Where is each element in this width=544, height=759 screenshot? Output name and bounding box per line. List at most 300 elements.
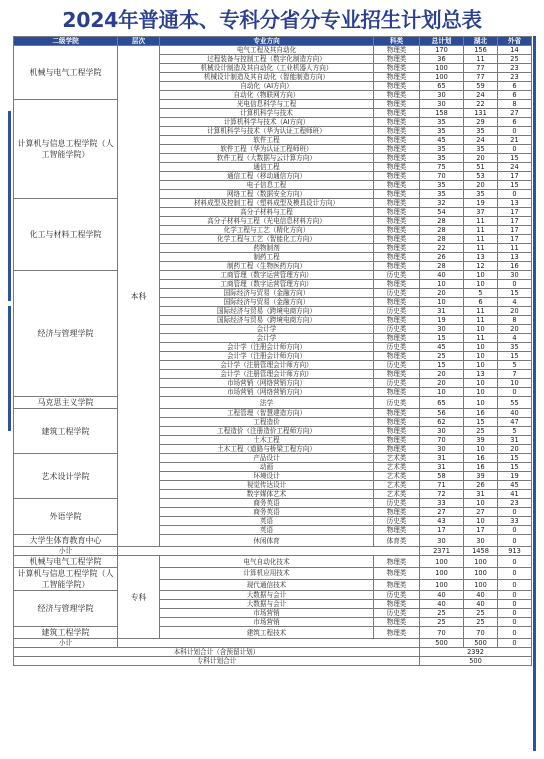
other-plan: 35 [498, 343, 532, 352]
hubei-plan: 35 [464, 127, 498, 136]
major-name: 市场营销 [160, 609, 374, 618]
hubei-plan: 13 [464, 370, 498, 379]
other-plan: 0 [498, 388, 532, 397]
other-plan: 17 [498, 226, 532, 235]
category: 艺术类 [374, 454, 420, 463]
hubei-plan: 16 [464, 463, 498, 472]
category: 物理类 [374, 91, 420, 100]
other-plan: 0 [498, 556, 532, 568]
other-plan: 20 [498, 445, 532, 454]
other-plan: 0 [498, 127, 532, 136]
category: 历史类 [374, 591, 420, 600]
other-plan: 33 [498, 517, 532, 526]
total-plan: 70 [420, 627, 464, 639]
college-name: 经济与管理学院 [14, 591, 118, 627]
college-name: 计算机与信息工程学院（人工智能学院） [14, 568, 118, 591]
category: 物理类 [374, 64, 420, 73]
category: 物理类 [374, 190, 420, 199]
major-name: 计算机科学与技术（华为认证工程师班） [160, 127, 374, 136]
major-name: 市场营销（网络营销方向） [160, 379, 374, 388]
college-name: 机械与电气工程学院 [14, 556, 118, 568]
hubei-plan: 20 [464, 154, 498, 163]
subtotal-row [14, 639, 532, 648]
hubei-plan: 10 [464, 343, 498, 352]
hubei-plan: 16 [464, 454, 498, 463]
left-accent-stripe [8, 306, 11, 431]
other-plan: 25 [498, 55, 532, 64]
hubei-plan: 100 [464, 568, 498, 580]
category: 物理类 [374, 55, 420, 64]
total-plan: 15 [420, 361, 464, 370]
total-plan: 35 [420, 127, 464, 136]
category: 物理类 [374, 280, 420, 289]
category: 物理类 [374, 235, 420, 244]
other-plan: 0 [498, 535, 532, 547]
major-name: 动画 [160, 463, 374, 472]
hubei-plan: 100 [464, 556, 498, 568]
category: 艺术类 [374, 463, 420, 472]
hubei-plan: 10 [464, 379, 498, 388]
category: 物理类 [374, 436, 420, 445]
category: 物理类 [374, 172, 420, 181]
other-plan: 15 [498, 181, 532, 190]
hubei-plan: 10 [464, 499, 498, 508]
category: 历史类 [374, 517, 420, 526]
total-plan: 100 [420, 579, 464, 591]
other-plan: 0 [498, 618, 532, 627]
other-plan: 7 [498, 370, 532, 379]
major-name: 工商管理（数字运营管理方向） [160, 280, 374, 289]
total-plan: 10 [420, 388, 464, 397]
other-plan: 0 [498, 600, 532, 609]
other-plan: 23 [498, 499, 532, 508]
category: 物理类 [374, 418, 420, 427]
total-plan: 17 [420, 526, 464, 535]
other-plan: 27 [498, 109, 532, 118]
hubei-plan: 10 [464, 397, 498, 409]
hubei-plan: 31 [464, 490, 498, 499]
major-name: 会计学（注册管理会计师方向） [160, 361, 374, 370]
major-name: 计算机科学与技术 [160, 109, 374, 118]
total-plan: 30 [420, 427, 464, 436]
category: 历史类 [374, 379, 420, 388]
other-plan: 13 [498, 199, 532, 208]
hubei-plan: 40 [464, 591, 498, 600]
category: 物理类 [374, 445, 420, 454]
subtotal-total: 2371 [420, 547, 464, 556]
category: 物理类 [374, 154, 420, 163]
table-row [14, 499, 532, 508]
college-name: 经济与管理学院 [14, 271, 118, 397]
major-name: 电气工程及其自动化 [160, 46, 374, 55]
table-body [14, 46, 532, 666]
category: 物理类 [374, 600, 420, 609]
grand-total-row [14, 648, 532, 657]
major-name: 现代通信技术 [160, 579, 374, 591]
category: 物理类 [374, 409, 420, 418]
hubei-plan: 10 [464, 361, 498, 370]
major-name: 化学工程与工艺（智能化工方向） [160, 235, 374, 244]
major-name: 环境设计 [160, 472, 374, 481]
category: 历史类 [374, 289, 420, 298]
other-plan: 0 [498, 280, 532, 289]
other-plan: 0 [498, 579, 532, 591]
other-plan: 47 [498, 418, 532, 427]
category: 物理类 [374, 199, 420, 208]
table-row [14, 46, 532, 55]
category: 物理类 [374, 568, 420, 580]
subtotal-row [14, 547, 532, 556]
hubei-plan: 53 [464, 172, 498, 181]
total-plan: 40 [420, 600, 464, 609]
major-name: 视觉传达设计 [160, 481, 374, 490]
college-name: 建筑工程学院 [14, 409, 118, 454]
total-plan: 170 [420, 46, 464, 55]
total-plan: 35 [420, 154, 464, 163]
total-plan: 30 [420, 100, 464, 109]
major-name: 国际经济与贸易（金融方向） [160, 289, 374, 298]
total-plan: 33 [420, 499, 464, 508]
table-row [14, 409, 532, 418]
table-row [14, 556, 532, 568]
other-plan: 6 [498, 82, 532, 91]
major-name: 会计学（注册管理会计师方向） [160, 370, 374, 379]
hubei-plan: 10 [464, 388, 498, 397]
total-plan: 40 [420, 591, 464, 600]
total-plan: 19 [420, 316, 464, 325]
header-category: 科类 [374, 37, 420, 46]
hubei-plan: 70 [464, 627, 498, 639]
total-plan: 56 [420, 409, 464, 418]
table-row [14, 271, 532, 280]
total-plan: 100 [420, 73, 464, 82]
category: 物理类 [374, 226, 420, 235]
hubei-plan: 11 [464, 217, 498, 226]
category: 物理类 [374, 334, 420, 343]
subtotal-label: 小计 [14, 547, 118, 556]
hubei-plan: 16 [464, 409, 498, 418]
header-hubei: 湖北 [464, 37, 498, 46]
major-name: 工商管理（数字运营管理方向） [160, 271, 374, 280]
college-name: 机械与电气工程学院 [14, 46, 118, 100]
page-title: 2024年普通本、专科分省分专业招生计划总表 [62, 8, 482, 32]
total-plan: 28 [420, 217, 464, 226]
other-plan: 8 [498, 100, 532, 109]
total-plan: 30 [420, 445, 464, 454]
total-plan: 26 [420, 253, 464, 262]
total-plan: 65 [420, 397, 464, 409]
header-major: 专业方向 [160, 37, 374, 46]
category: 物理类 [374, 109, 420, 118]
header-college: 二级学院 [14, 37, 118, 46]
major-name: 国际经济与贸易（金融方向） [160, 298, 374, 307]
major-name: 商务英语 [160, 499, 374, 508]
category: 物理类 [374, 579, 420, 591]
hubei-plan: 100 [464, 579, 498, 591]
other-plan: 13 [498, 253, 532, 262]
hubei-plan: 25 [464, 609, 498, 618]
other-plan: 8 [498, 316, 532, 325]
total-plan: 31 [420, 307, 464, 316]
hubei-plan: 11 [464, 55, 498, 64]
hubei-plan: 35 [464, 145, 498, 154]
total-plan: 40 [420, 271, 464, 280]
category: 物理类 [374, 316, 420, 325]
other-plan: 0 [498, 591, 532, 600]
table-row [14, 100, 532, 109]
total-plan: 30 [420, 91, 464, 100]
category: 物理类 [374, 208, 420, 217]
subtotal-blank [118, 639, 420, 648]
hubei-plan: 26 [464, 481, 498, 490]
total-plan: 100 [420, 556, 464, 568]
college-name: 建筑工程学院 [14, 627, 118, 639]
major-name: 产品设计 [160, 454, 374, 463]
category: 历史类 [374, 343, 420, 352]
total-plan: 31 [420, 463, 464, 472]
major-name: 建筑工程技术 [160, 627, 374, 639]
right-accent-stripe [533, 36, 536, 751]
table-row [14, 591, 532, 600]
major-name: 机械设计制造及其自动化（智能制造方向） [160, 73, 374, 82]
category: 历史类 [374, 609, 420, 618]
major-name: 电气自动化技术 [160, 556, 374, 568]
total-plan: 10 [420, 280, 464, 289]
major-name: 机械设计制造及其自动化（工业机器人方向） [160, 64, 374, 73]
category: 物理类 [374, 370, 420, 379]
total-plan: 28 [420, 235, 464, 244]
other-plan: 21 [498, 136, 532, 145]
category: 物理类 [374, 298, 420, 307]
table-row [14, 199, 532, 208]
header-other: 外省 [498, 37, 532, 46]
total-plan: 72 [420, 490, 464, 499]
other-plan: 0 [498, 627, 532, 639]
other-plan: 17 [498, 208, 532, 217]
major-name: 数字媒体艺术 [160, 490, 374, 499]
major-name: 市场营销 [160, 618, 374, 627]
hubei-plan: 59 [464, 82, 498, 91]
category: 物理类 [374, 427, 420, 436]
major-name: 市场营销（网络营销方向） [160, 388, 374, 397]
category: 历史类 [374, 307, 420, 316]
college-name: 大学生体育教育中心 [14, 535, 118, 547]
hubei-plan: 29 [464, 118, 498, 127]
category: 物理类 [374, 145, 420, 154]
other-plan: 15 [498, 154, 532, 163]
grand-total-label: 本科计划合计（含预留计划） [14, 648, 420, 657]
major-name: 大数据与会计 [160, 591, 374, 600]
category: 物理类 [374, 136, 420, 145]
category: 物理类 [374, 217, 420, 226]
other-plan: 10 [498, 379, 532, 388]
category: 艺术类 [374, 472, 420, 481]
other-plan: 5 [498, 427, 532, 436]
total-plan: 75 [420, 163, 464, 172]
header-total: 总计划 [420, 37, 464, 46]
major-name: 通信工程（移动通信方向） [160, 172, 374, 181]
total-plan: 15 [420, 334, 464, 343]
grand-total-row [14, 657, 532, 666]
hubei-plan: 25 [464, 618, 498, 627]
total-plan: 36 [420, 55, 464, 64]
other-plan: 23 [498, 64, 532, 73]
category: 物理类 [374, 100, 420, 109]
major-name: 化学工程与工艺（精化方向） [160, 226, 374, 235]
total-plan: 35 [420, 181, 464, 190]
college-name: 计算机与信息工程学院（人工智能学院） [14, 100, 118, 199]
other-plan: 11 [498, 244, 532, 253]
level-label: 专科 [118, 556, 160, 639]
hubei-plan: 39 [464, 436, 498, 445]
category: 物理类 [374, 627, 420, 639]
total-plan: 27 [420, 508, 464, 517]
category: 物理类 [374, 163, 420, 172]
category: 物理类 [374, 556, 420, 568]
other-plan: 14 [498, 46, 532, 55]
grand-total-value: 2392 [420, 648, 532, 657]
other-plan: 0 [498, 526, 532, 535]
hubei-plan: 39 [464, 472, 498, 481]
major-name: 会计学 [160, 334, 374, 343]
major-name: 工程造价（注册造价工程师方向） [160, 427, 374, 436]
total-plan: 25 [420, 618, 464, 627]
college-name: 马克思主义学院 [14, 397, 118, 409]
hubei-plan: 10 [464, 445, 498, 454]
hubei-plan: 25 [464, 427, 498, 436]
category: 物理类 [374, 73, 420, 82]
category: 物理类 [374, 388, 420, 397]
other-plan: 4 [498, 298, 532, 307]
category: 历史类 [374, 499, 420, 508]
hubei-plan: 10 [464, 280, 498, 289]
major-name: 软件工程 [160, 136, 374, 145]
major-name: 休闲体育 [160, 535, 374, 547]
category: 艺术类 [374, 490, 420, 499]
major-name: 大数据与会计 [160, 600, 374, 609]
major-name: 制药工程 [160, 253, 374, 262]
hubei-plan: 11 [464, 235, 498, 244]
hubei-plan: 20 [464, 181, 498, 190]
total-plan: 20 [420, 370, 464, 379]
major-name: 自动化（AI方向） [160, 82, 374, 91]
level-label: 本科 [118, 46, 160, 547]
other-plan: 41 [498, 490, 532, 499]
other-plan: 20 [498, 325, 532, 334]
college-name: 化工与材料工程学院 [14, 199, 118, 271]
hubei-plan: 51 [464, 163, 498, 172]
major-name: 软件工程（大数据与云计算方向） [160, 154, 374, 163]
major-name: 高分子材料与工程（光电信息材料方向） [160, 217, 374, 226]
other-plan: 17 [498, 217, 532, 226]
total-plan: 20 [420, 379, 464, 388]
total-plan: 62 [420, 418, 464, 427]
other-plan: 0 [498, 190, 532, 199]
other-plan: 5 [498, 361, 532, 370]
major-name: 通信工程 [160, 163, 374, 172]
other-plan: 4 [498, 334, 532, 343]
other-plan: 6 [498, 91, 532, 100]
total-plan: 22 [420, 244, 464, 253]
total-plan: 100 [420, 568, 464, 580]
category: 物理类 [374, 352, 420, 361]
category: 体育类 [374, 535, 420, 547]
other-plan: 45 [498, 481, 532, 490]
total-plan: 28 [420, 226, 464, 235]
total-plan: 43 [420, 517, 464, 526]
category: 物理类 [374, 508, 420, 517]
subtotal-label: 小计 [14, 639, 118, 648]
hubei-plan: 10 [464, 271, 498, 280]
other-plan: 15 [498, 454, 532, 463]
category: 物理类 [374, 618, 420, 627]
total-plan: 45 [420, 343, 464, 352]
major-name: 国际经济与贸易（跨境电商方向） [160, 316, 374, 325]
hubei-plan: 11 [464, 316, 498, 325]
grand-total-label: 专科计划合计 [14, 657, 420, 666]
major-name: 计算机科学与技术（AI方向） [160, 118, 374, 127]
category: 物理类 [374, 82, 420, 91]
hubei-plan: 24 [464, 91, 498, 100]
other-plan: 15 [498, 463, 532, 472]
major-name: 土木工程（道路与桥梁工程方向） [160, 445, 374, 454]
major-name: 土木工程 [160, 436, 374, 445]
major-name: 计算机应用技术 [160, 568, 374, 580]
total-plan: 45 [420, 136, 464, 145]
other-plan: 20 [498, 307, 532, 316]
total-plan: 10 [420, 298, 464, 307]
other-plan: 40 [498, 409, 532, 418]
major-name: 光电信息科学与工程 [160, 100, 374, 109]
category: 物理类 [374, 253, 420, 262]
other-plan: 31 [498, 436, 532, 445]
total-plan: 20 [420, 289, 464, 298]
table-header-row [14, 37, 532, 46]
major-name: 英语 [160, 517, 374, 526]
subtotal-blank [118, 547, 420, 556]
hubei-plan: 15 [464, 418, 498, 427]
major-name: 网络工程（数据安全方向） [160, 190, 374, 199]
category: 历史类 [374, 397, 420, 409]
hubei-plan: 10 [464, 517, 498, 526]
total-plan: 35 [420, 118, 464, 127]
category: 物理类 [374, 118, 420, 127]
college-name: 艺术设计学院 [14, 454, 118, 499]
other-plan: 15 [498, 289, 532, 298]
table-row [14, 627, 532, 639]
major-name: 自动化（物联网方向） [160, 91, 374, 100]
hubei-plan: 17 [464, 526, 498, 535]
major-name: 制药工程（生物医药方向） [160, 262, 374, 271]
total-plan: 35 [420, 145, 464, 154]
total-plan: 65 [420, 82, 464, 91]
grand-total-value: 500 [420, 657, 532, 666]
other-plan: 15 [498, 352, 532, 361]
category: 历史类 [374, 361, 420, 370]
enrollment-plan-table [13, 36, 531, 751]
hubei-plan: 10 [464, 352, 498, 361]
subtotal-hubei: 500 [464, 639, 498, 648]
other-plan: 17 [498, 172, 532, 181]
total-plan: 70 [420, 172, 464, 181]
total-plan: 25 [420, 352, 464, 361]
hubei-plan: 11 [464, 226, 498, 235]
total-plan: 31 [420, 454, 464, 463]
other-plan: 23 [498, 73, 532, 82]
hubei-plan: 6 [464, 298, 498, 307]
total-plan: 25 [420, 609, 464, 618]
other-plan: 0 [498, 508, 532, 517]
